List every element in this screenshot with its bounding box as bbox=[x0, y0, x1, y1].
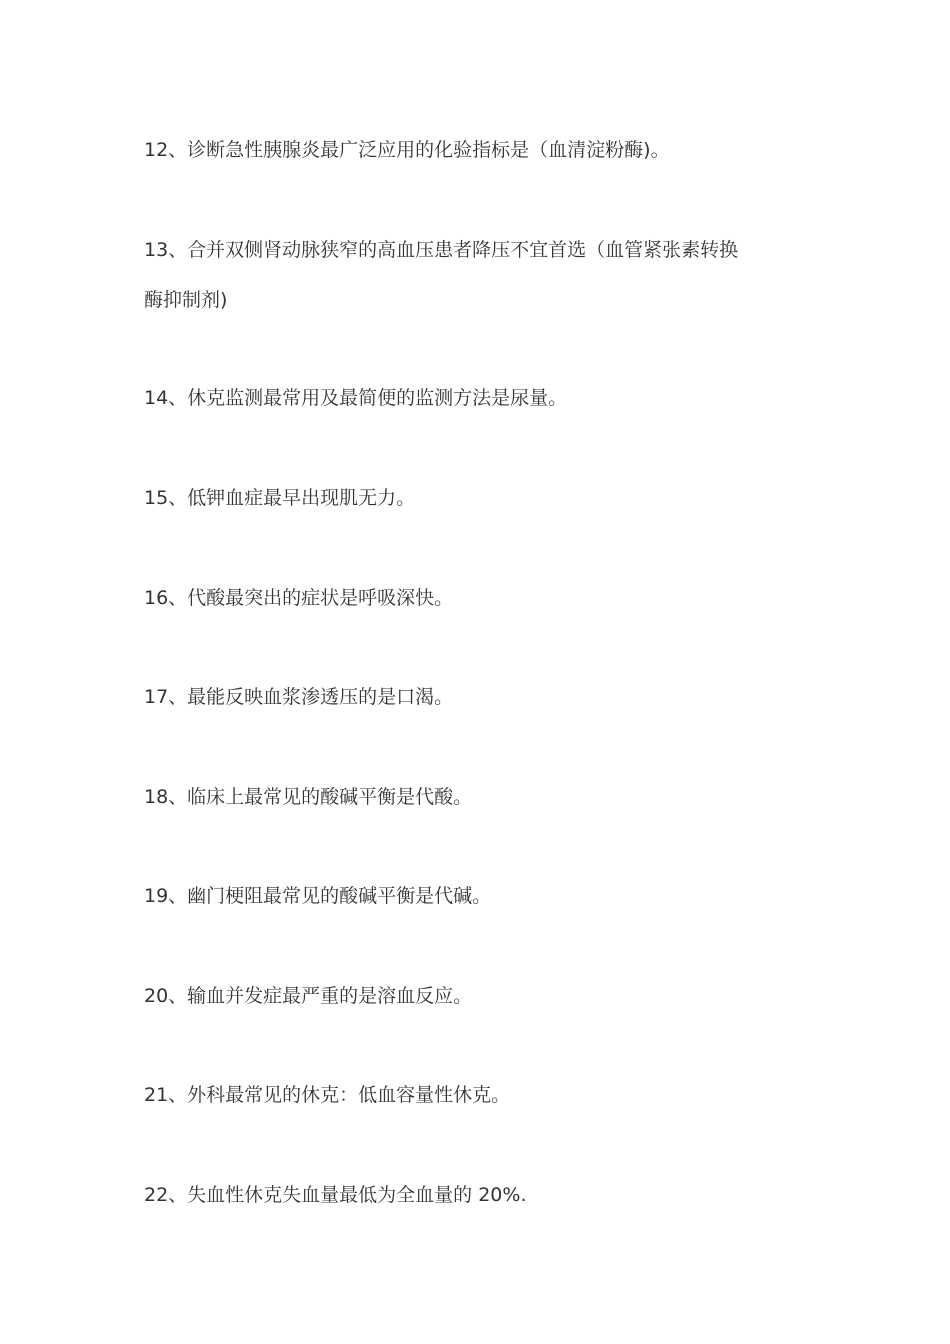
list-item-line: 酶抑制剂) bbox=[144, 289, 228, 311]
list-item: 22、失血性休克失血量最低为全血量的 20%. bbox=[144, 1184, 527, 1206]
list-item bbox=[144, 225, 784, 325]
list-item: 20、输血并发症最严重的是溶血反应。 bbox=[144, 985, 473, 1007]
list-item-line: 13、合并双侧肾动脉狭窄的高血压患者降压不宜首选（血管紧张素转换 bbox=[144, 239, 739, 261]
list-item: 18、临床上最常见的酸碱平衡是代酸。 bbox=[144, 786, 473, 808]
list-item: 17、最能反映血浆渗透压的是口渴。 bbox=[144, 686, 454, 708]
list-item: 16、代酸最突出的症状是呼吸深快。 bbox=[144, 587, 454, 609]
list-item: 19、幽门梗阻最常见的酸碱平衡是代碱。 bbox=[144, 885, 492, 907]
list-item: 15、低钾血症最早出现肌无力。 bbox=[144, 487, 416, 509]
list-item: 14、休克监测最常用及最简便的监测方法是尿量。 bbox=[144, 387, 568, 409]
list-item: 21、外科最常见的休克：低血容量性休克。 bbox=[144, 1084, 511, 1106]
list-item: 12、诊断急性胰腺炎最广泛应用的化验指标是（血清淀粉酶)。 bbox=[144, 139, 670, 161]
